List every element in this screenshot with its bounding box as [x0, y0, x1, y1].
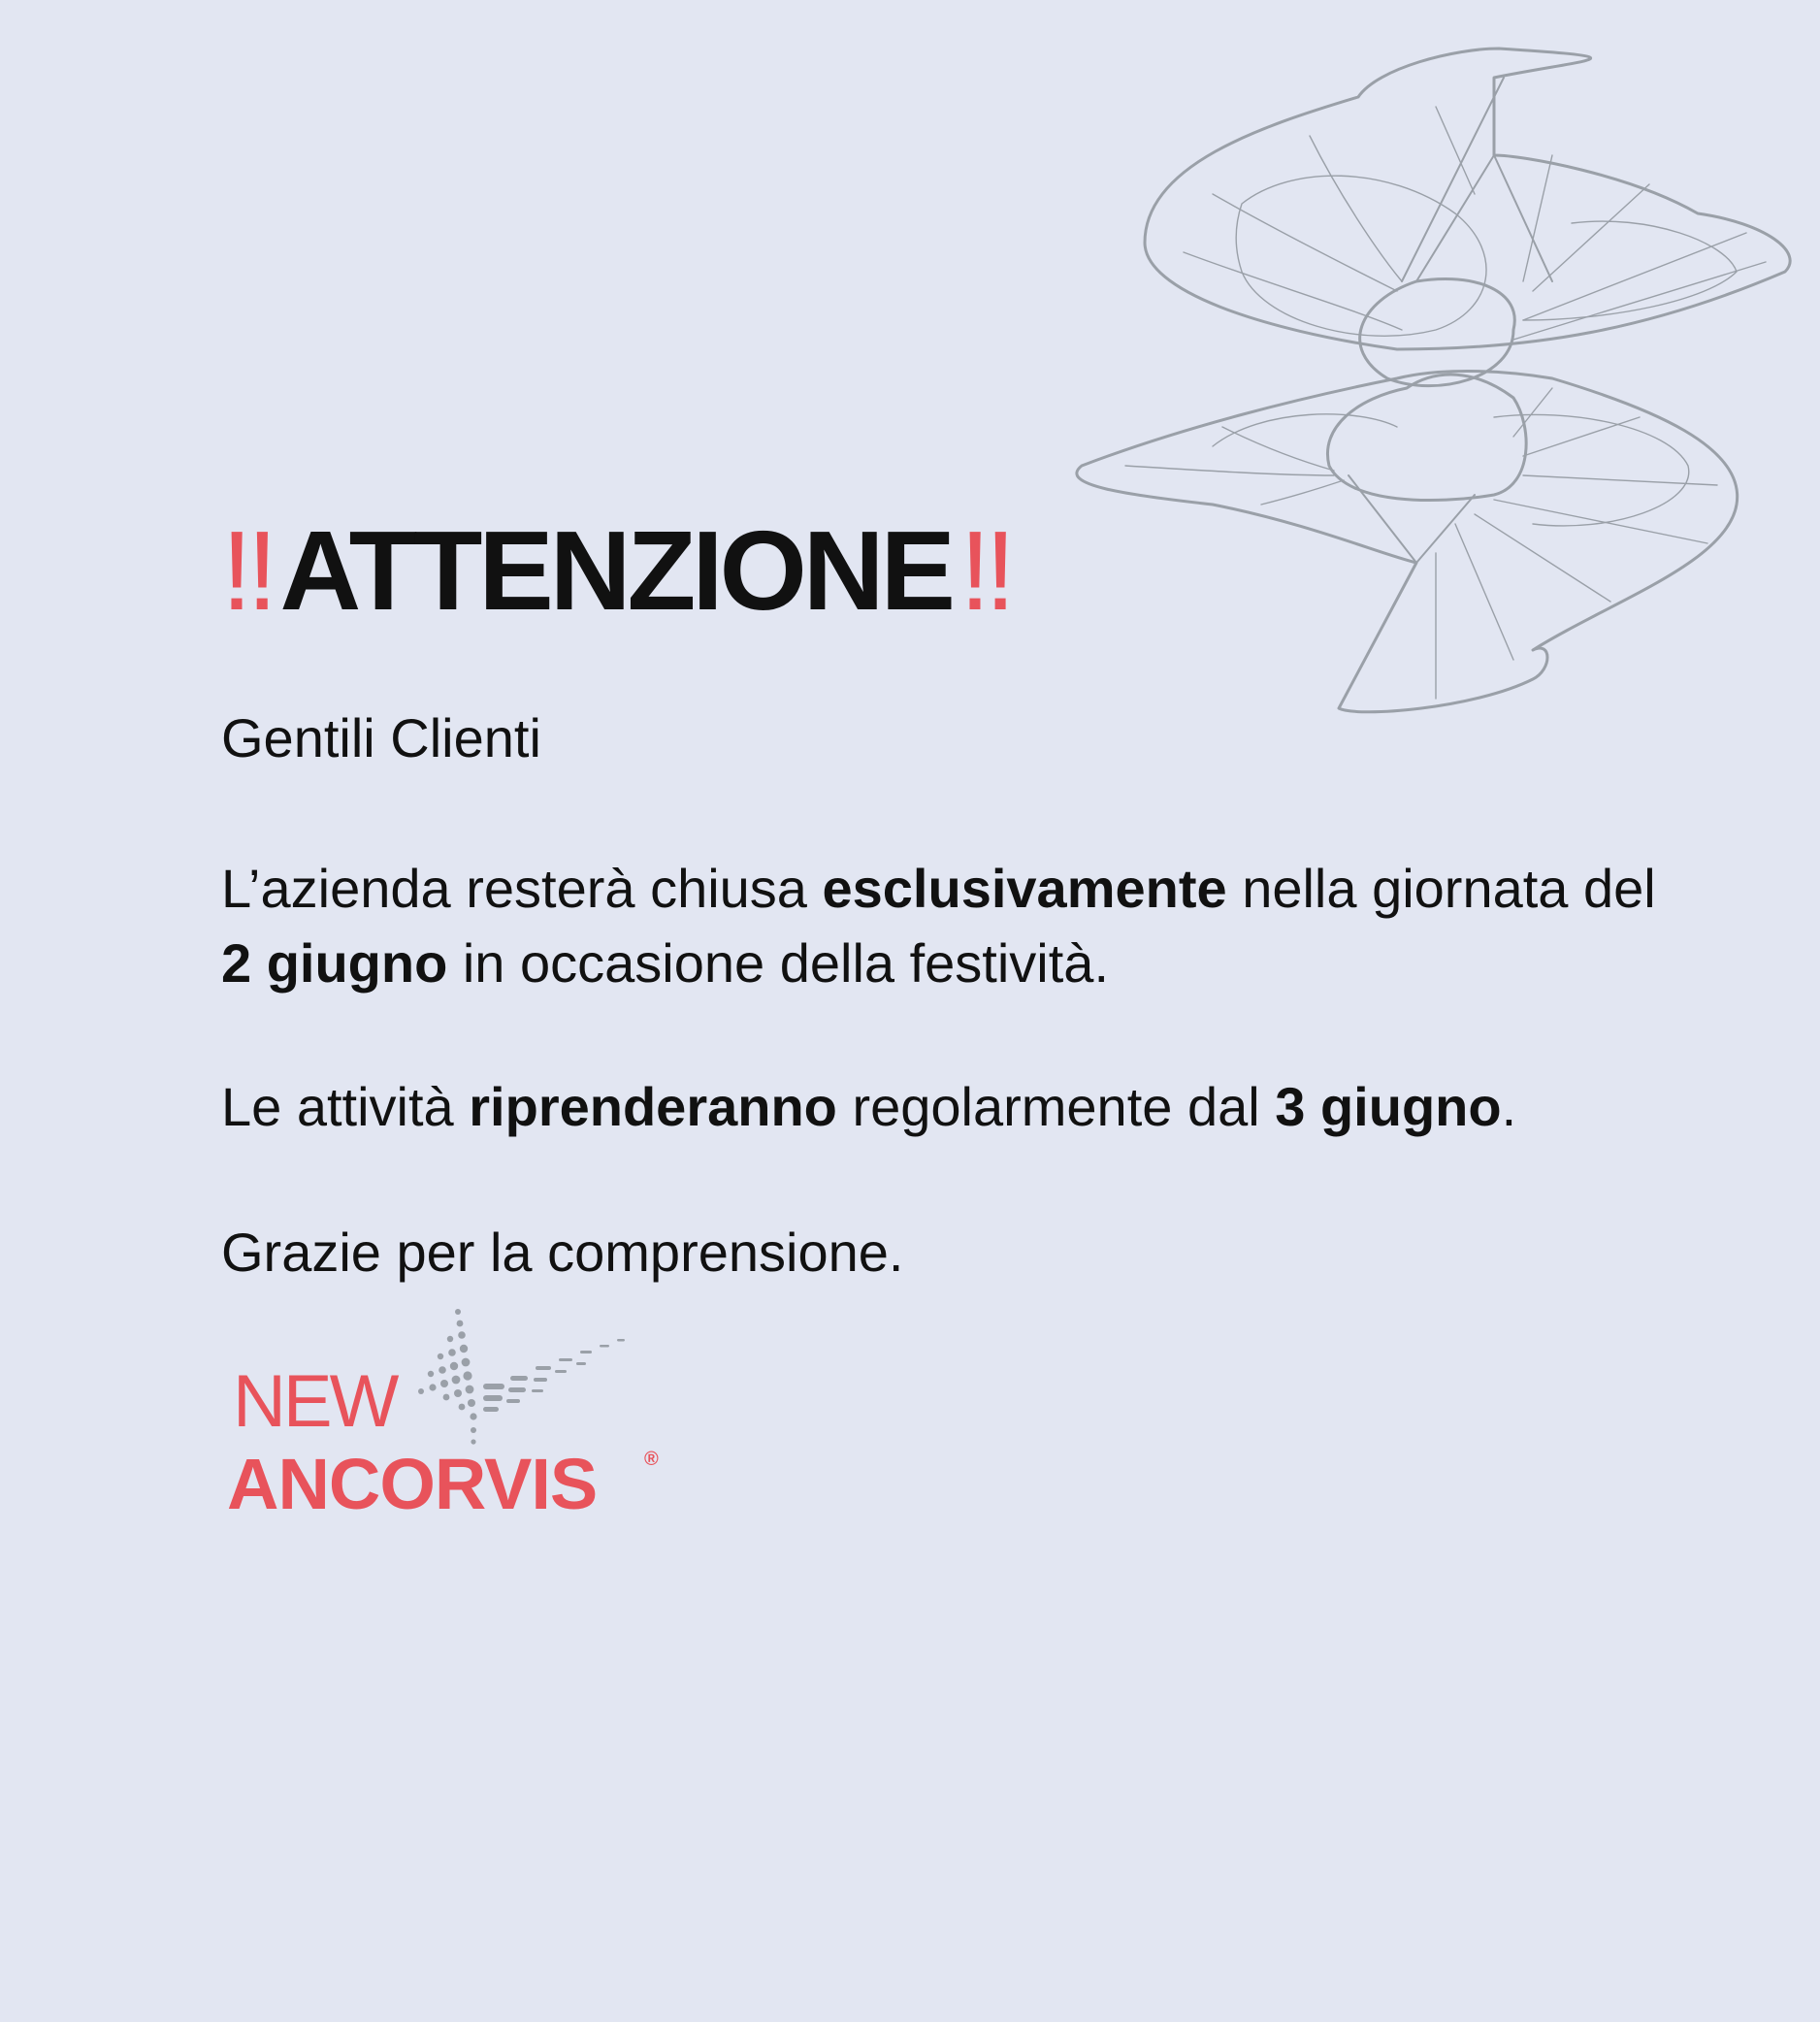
resume-text-3: .: [1501, 1076, 1517, 1137]
closure-text-1: L’azienda resterà chiusa: [221, 858, 823, 919]
closure-text-2: nella giornata del: [1226, 858, 1656, 919]
headline-word: ATTENZIONE: [279, 507, 952, 634]
resume-text-2: regolarmente dal: [836, 1076, 1276, 1137]
resume-text-1: Le attività: [221, 1076, 470, 1137]
dotted-star-icon: [418, 1309, 625, 1445]
logo-text-new: NEW: [233, 1360, 397, 1443]
closure-notice: [221, 851, 1735, 1000]
exclamation-left: !!: [221, 507, 273, 634]
closure-date: 2 giugno: [221, 932, 448, 994]
greeting: Gentili Clienti: [221, 707, 541, 768]
brand-logo: [225, 1300, 671, 1533]
exclamation-right: !!: [959, 507, 1011, 634]
closure-emphasis-exclusively: esclusivamente: [822, 858, 1227, 919]
logo-text-ancorvis: ANCORVIS: [227, 1444, 598, 1524]
spiral-sculpture-icon: [1067, 39, 1804, 737]
resume-emphasis: riprenderanno: [469, 1076, 837, 1137]
headline: [221, 507, 1011, 634]
thanks-message: Grazie per la comprensione.: [221, 1222, 904, 1283]
resume-date: 3 giugno: [1275, 1076, 1502, 1137]
resume-notice: [221, 1069, 1735, 1144]
closure-text-3: in occasione della festività.: [447, 932, 1110, 994]
registered-mark: ®: [644, 1449, 659, 1470]
